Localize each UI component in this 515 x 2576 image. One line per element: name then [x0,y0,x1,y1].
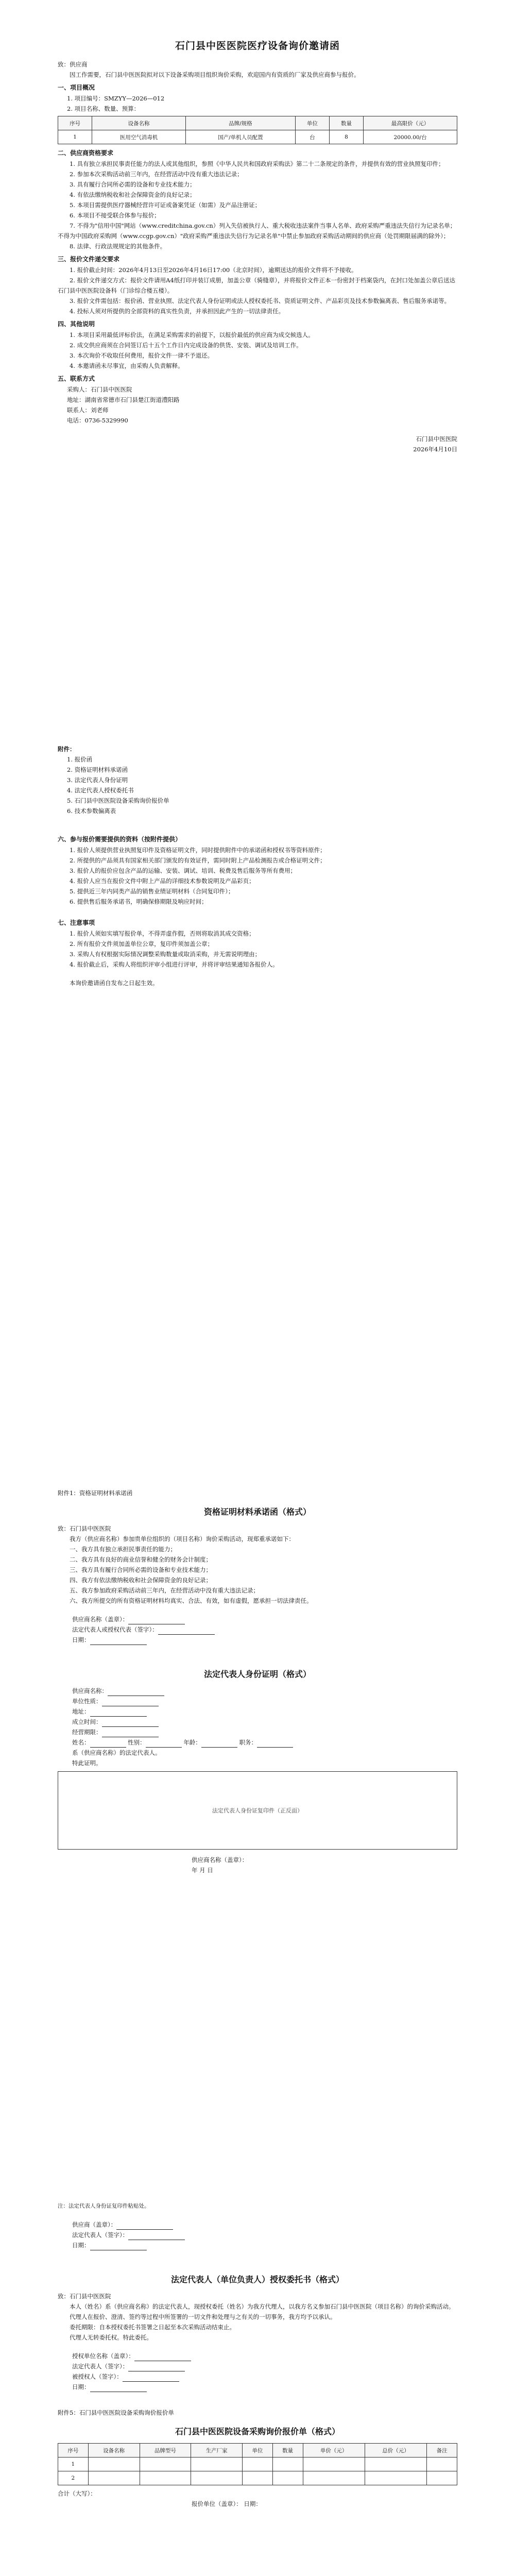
section-7-title: 七、注意事项 [58,919,95,926]
auth-sign-row [58,2382,457,2392]
document-item: 5. 提供近三年内同类产品的销售业绩证明材料（合同复印件）； [70,888,234,895]
attachment-item: 1. 报价函 [67,756,93,763]
project-name: 2. 项目名称、数量、预算： [67,105,140,112]
contact-org: 采购人：石门县中医医院 [67,386,132,393]
field-blank[interactable] [102,1698,159,1706]
table-cell[interactable] [191,2458,243,2471]
id-box-label: 法定代表人身份证复印件（正反面） [212,1807,303,1814]
table-cell: 国产/单机人员配置 [185,130,295,144]
signature-blank[interactable] [158,1626,215,1635]
attachment-item: 6. 技术参数偏离表 [67,807,116,815]
sign-row [58,2240,457,2250]
requirement-item: 8. 法律、行政法规规定的其他条件。 [70,243,166,250]
document-item: 3. 报价人的报价应包含产品的运输、安装、调试、培训、税费及售后服务等所有费用； [70,867,297,874]
intro-paragraph: 因工作需要，石门县中医医院拟对以下设备采购项目组织询价采购，欢迎国内有资质的厂家及供应商参与报价。 [70,71,360,78]
page-4 [0,2185,515,2576]
table-header-cell: 序号 [58,2444,89,2458]
signature-blank[interactable] [128,1616,185,1624]
attachment-item: 4. 法定代表人授权委托书 [67,787,134,794]
commitment-body: 六、我方所提交的所有资格证明材料均真实、合法、有效，如有虚假，愿承担一切法律责任。 [70,1597,313,1604]
table-cell[interactable] [243,2458,273,2471]
sign-label: 日期： [72,2242,90,2249]
notice-item: 4. 报价截止后，采购人将组织评审小组进行评审，并将评审结果通知各报价人。 [70,961,279,968]
sign-blank[interactable] [128,2231,185,2240]
commitment-recipient: 致：石门县中医医院 [58,1525,111,1532]
table-row [58,2458,457,2471]
document-item: 1. 报价人须提供营业执照复印件及资格证明文件，同时提供附件中的承诺函和授权书等资料原件； [70,846,326,854]
requirement-item: 7. 不得为"信用中国"网站（www.creditchina.gov.cn）列入失信被执行人、重大税收违法案件当事人名单、政府采购严重违法失信行为记录名单；不得为中国政府采购网（www.ccgp.gov.cn）"政府采购严重违法失信行为记录名单"中禁止参加政府采购活动期间的供应商（处罚期限届满的除外）； [58,222,456,240]
signoff-org: 石门县中医医院 [416,435,457,443]
table-cell[interactable] [303,2458,365,2471]
field-blank[interactable] [201,1739,237,1748]
legal-rep-stamp: 供应商名称（盖章）： [192,1856,248,1863]
table-cell[interactable] [272,2458,303,2471]
table-cell[interactable] [140,2458,191,2471]
attachment-label: 附件1：资格证明材料承诺函 [58,1489,133,1497]
document-item: 4. 报价人应当在报价文件中附上产品的详细技术参数说明及产品彩页； [70,877,255,885]
project-table [58,116,457,144]
signature-label: 日期： [72,1636,90,1643]
paste-note: 注：法定代表人身份证复印件粘贴处。 [58,2203,150,2209]
section-3-title: 三、报价文件递交要求 [58,256,120,263]
quote-table-header [58,2444,457,2458]
table-row [58,2471,457,2485]
signoff-date: 2026年4月10日 [413,446,457,453]
table-cell: 医用空气消毒机 [92,130,186,144]
sign-label: 被授权人（签字）： [72,2373,123,2380]
sign-blank[interactable] [128,2363,185,2371]
field-label: 姓名： [72,1739,90,1746]
project-number: 1. 项目编号：SMZYY—2026—012 [67,95,165,102]
table-cell: 2 [58,2471,89,2485]
submission-item: 1. 报价截止时间：2026年4月13日至2026年4月16日17:00（北京时间），逾期送达的报价文件将不予接收。 [70,266,357,274]
quote-table [58,2443,457,2485]
field-label: 单位性质： [72,1698,102,1705]
commitment-signature [58,1614,457,1624]
auth-sign-row [58,2361,457,2371]
auth-sign-row [58,2351,457,2361]
table-header-cell: 设备名称 [88,2444,140,2458]
field-label: 供应商名称： [72,1687,108,1694]
field-blank[interactable] [90,1708,147,1717]
table-cell[interactable] [365,2458,426,2471]
document-item: 2. 所提供的产品须具有国家相关部门颁发的有效证件，需同时附上产品检测报告或合格证明文件； [70,857,326,864]
table-header-cell: 序号 [58,116,92,130]
table-header-cell: 单价（元） [303,2444,365,2458]
commitment-body: 一、我方具有独立承担民事责任的能力； [70,1546,176,1553]
sign-blank[interactable] [90,2242,147,2250]
notice-content [58,38,457,454]
legal-rep-date: 年 月 日 [192,1867,213,1874]
signature-label: 法定代表人或授权代表（签字）： [72,1626,158,1633]
notice-title: 石门县中医医院医疗设备询价邀请函 [175,40,340,52]
authorization-body: 代理人无转委托权。特此委托。 [70,2334,152,2341]
authorization-recipient: 致：石门县中医医院 [58,2293,111,2300]
section-4-title: 四、其他说明 [58,320,95,328]
requirement-item: 6. 本项目不接受联合体参与报价； [70,212,160,219]
other-item: 2. 成交供应商须在合同签订后十五个工作日内完成设备的供货、安装、调试及培训工作。 [70,342,302,349]
commitment-body: 三、我方具有履行合同所必需的设备和专业技术能力； [70,1566,212,1573]
table-row [58,130,457,144]
contact-address: 地址：湖南省常德市石门县楚江街道澧阳路 [67,396,180,403]
commitment-body: 五、我方参加政府采购活动前三年内，在经营活动中没有重大违法记录； [70,1587,259,1594]
sign-row [58,2230,457,2240]
table-header-cell: 数量 [329,116,363,130]
attachment-item: 2. 资格证明材料承诺函 [67,766,128,773]
sign-label: 授权单位名称（盖章）： [72,2352,134,2360]
other-item: 3. 本次询价不收取任何费用，报价文件一律不予退还。 [70,352,214,359]
page-2 [0,728,515,1457]
field-row [58,1727,457,1737]
table-cell: 1 [58,130,92,144]
table-header-cell: 单位 [243,2444,273,2458]
quote-total: 合计（大写）： [58,2490,96,2497]
requirement-item: 3. 具有履行合同所必需的设备和专业技术能力； [70,181,196,188]
authorization-body: 委托期限：自本授权委托书签署之日起至本次采购活动结束止。 [70,2324,235,2331]
field-label: 年龄： [183,1739,201,1746]
sign-blank[interactable] [134,2352,191,2361]
table-cell[interactable] [427,2458,457,2471]
table-cell[interactable] [243,2471,273,2485]
document-item: 6. 提供售后服务承诺书，明确保修期限及响应时间； [70,898,208,905]
table-cell: 1 [58,2458,89,2471]
table-header-cell: 品牌/规格 [185,116,295,130]
submission-item: 2. 报价文件递交方式：报价文件请用A4纸打印并装订成册，加盖公章（骑缝章），并将报价文件正本一份密封于档案袋内，在封口处加盖公章后送达石门县中医医院设备科（门诊综合楼五楼）。 [58,277,455,294]
field-label: 性别： [128,1739,146,1746]
sign-blank[interactable] [90,2383,147,2392]
sign-blank[interactable] [123,2373,179,2382]
field-label: 职务： [239,1739,257,1746]
field-row [58,1696,457,1706]
table-cell[interactable] [427,2471,457,2485]
field-row [58,1737,457,1748]
sign-label: 法定代表人（签字）： [72,2363,129,2370]
table-cell[interactable] [88,2471,140,2485]
authorization-body: 本人（姓名）系（供应商名称）的法定代表人，现授权委托（姓名）为我方代理人，以我方名义参加石门县中医医院（项目名称）的询价采购活动。 [70,2303,455,2310]
commitment-body: 四、我方有依法缴纳税收和社会保障资金的良好记录； [70,1577,212,1584]
quote-sign: 报价单位（盖章）： 日期： [192,2500,262,2507]
field-blank[interactable] [102,1718,159,1727]
signature-label: 供应商名称（盖章）： [72,1616,129,1623]
authorization-body: 代理人在报价、澄清、签约等过程中所签署的一切文件和处理与之有关的一切事务，我方均予以承认。 [70,2313,336,2320]
page-1 [0,0,515,728]
page-2-content [58,744,457,988]
submission-item: 3. 报价文件需包括：报价函、营业执照、法定代表人身份证明或法人授权委托书、资质证明文件、产品彩页及技术参数偏离表、售后服务承诺等。 [70,297,451,304]
commitment-signature [58,1624,457,1635]
page-3 [0,1457,515,2185]
other-item: 4. 本邀请函未尽事宜，由采购人负责解释。 [70,362,184,369]
id-card-paste-box [58,1771,457,1850]
sign-label: 法定代表人（签字）： [72,2231,129,2239]
table-header-cell: 生产厂家 [191,2444,243,2458]
field-blank[interactable] [90,1739,126,1748]
table-header-cell: 最高限价（元） [364,116,457,130]
legal-rep-certify: 特此证明。 [72,1759,102,1767]
field-label: 经营期限： [72,1728,102,1736]
table-cell: 台 [295,130,329,144]
greeting: 致：供应商 [58,61,88,68]
requirement-item: 2. 参加本次采购活动前三年内，在经营活动中没有重大违法记录； [70,171,243,178]
sign-blank[interactable] [116,2221,173,2230]
field-row [58,1717,457,1727]
commitment-body: 我方（供应商名称）参加贵单位组织的（项目名称）询价采购活动，现郑重承诺如下： [70,1535,295,1543]
table-cell: 20000.00/台 [364,130,457,144]
page-4-content [58,2201,457,2509]
commitment-body: 二、我方具有良好的商业信誉和健全的财务会计制度； [70,1556,212,1563]
requirement-item: 1. 具有独立承担民事责任能力的法人或其他组织，参照《中华人民共和国政府采购法》第二十二条规定的条件，并提供有效的营业执照复印件； [70,160,444,167]
table-cell[interactable] [303,2471,365,2485]
section-2-title: 二、供应商资格要求 [58,149,114,157]
contact-phone: 电话：0736-5329990 [67,417,128,424]
attachment-item: 5. 石门县中医医院设备采购询价报价单 [67,797,169,804]
field-label: 地址： [72,1708,90,1715]
sign-row [58,2219,457,2230]
field-row [58,1706,457,1717]
attachment-item: 3. 法定代表人身份证明 [67,776,128,784]
requirement-item: 4. 有依法缴纳税收和社会保障资金的良好记录； [70,191,196,198]
quote-attachment-label: 附件5：石门县中医医院设备采购询价报价单 [58,2409,174,2416]
table-header-cell: 设备名称 [92,116,186,130]
notice-item: 3. 采购人有权根据实际情况调整采购数量或取消采购，并无需说明理由； [70,951,261,958]
auth-sign-row [58,2371,457,2382]
section-6-title: 六、参与报价需要提供的资料（按附件提供） [58,836,182,843]
sign-label: 日期： [72,2383,90,2391]
commitment-signature [58,1635,457,1645]
table-cell[interactable] [140,2471,191,2485]
field-label: 成立时间： [72,1718,102,1725]
field-blank[interactable] [257,1739,293,1748]
section-1-title: 一、项目概况 [58,84,95,91]
other-item: 1. 本项目采用最低评标价法，在满足采购需求的前提下，以报价最低的供应商为成交候选人。 [70,331,314,338]
table-cell[interactable] [272,2471,303,2485]
signature-blank[interactable] [90,1636,147,1645]
table-cell[interactable] [88,2458,140,2471]
contact-person: 联系人：刘老师 [67,406,109,414]
table-cell[interactable] [365,2471,426,2485]
requirement-item: 5. 本项目需提供医疗器械经营许可证或备案凭证（如需）及产品注册证； [70,201,261,209]
field-blank[interactable] [102,1728,159,1737]
table-header-cell: 单位 [295,116,329,130]
notice-item: 2. 所有报价文件须加盖单位公章，复印件须加盖公章； [70,940,214,947]
field-blank[interactable] [146,1739,182,1748]
table-cell: 8 [329,130,363,144]
attachments-title: 附件： [58,745,76,753]
project-table-header [58,116,457,130]
sign-label: 供应商（盖章）： [72,2221,117,2228]
table-header-cell: 总价（元） [365,2444,426,2458]
field-blank[interactable] [108,1687,164,1696]
notice-item: 1. 报价人须如实填写报价单，不得弄虚作假，否则将取消其成交资格； [70,930,255,937]
submission-item: 4. 投标人须对所提供的全部资料的真实性负责，并承担因此产生的一切法律责任。 [70,308,285,315]
closing-line: 本询价邀请函自发布之日起生效。 [70,979,159,987]
legal-rep-title: 法定代表人身份证明（格式） [203,1669,311,1679]
quote-title: 石门县中医医院设备采购询价报价单（格式） [175,2427,340,2436]
table-header-cell: 备注 [427,2444,457,2458]
section-5-title: 五、联系方式 [58,375,95,382]
table-header-cell: 品牌型号 [140,2444,191,2458]
table-cell[interactable] [191,2471,243,2485]
commitment-title: 资格证明材料承诺函（格式） [203,1507,311,1517]
authorization-title: 法定代表人（单位负责人）授权委托书（格式） [170,2275,344,2284]
legal-rep-statement: 系（供应商名称）的法定代表人。 [72,1749,161,1756]
page-3-content [58,1488,457,1875]
table-header-cell: 数量 [272,2444,303,2458]
field-row [58,1686,457,1696]
